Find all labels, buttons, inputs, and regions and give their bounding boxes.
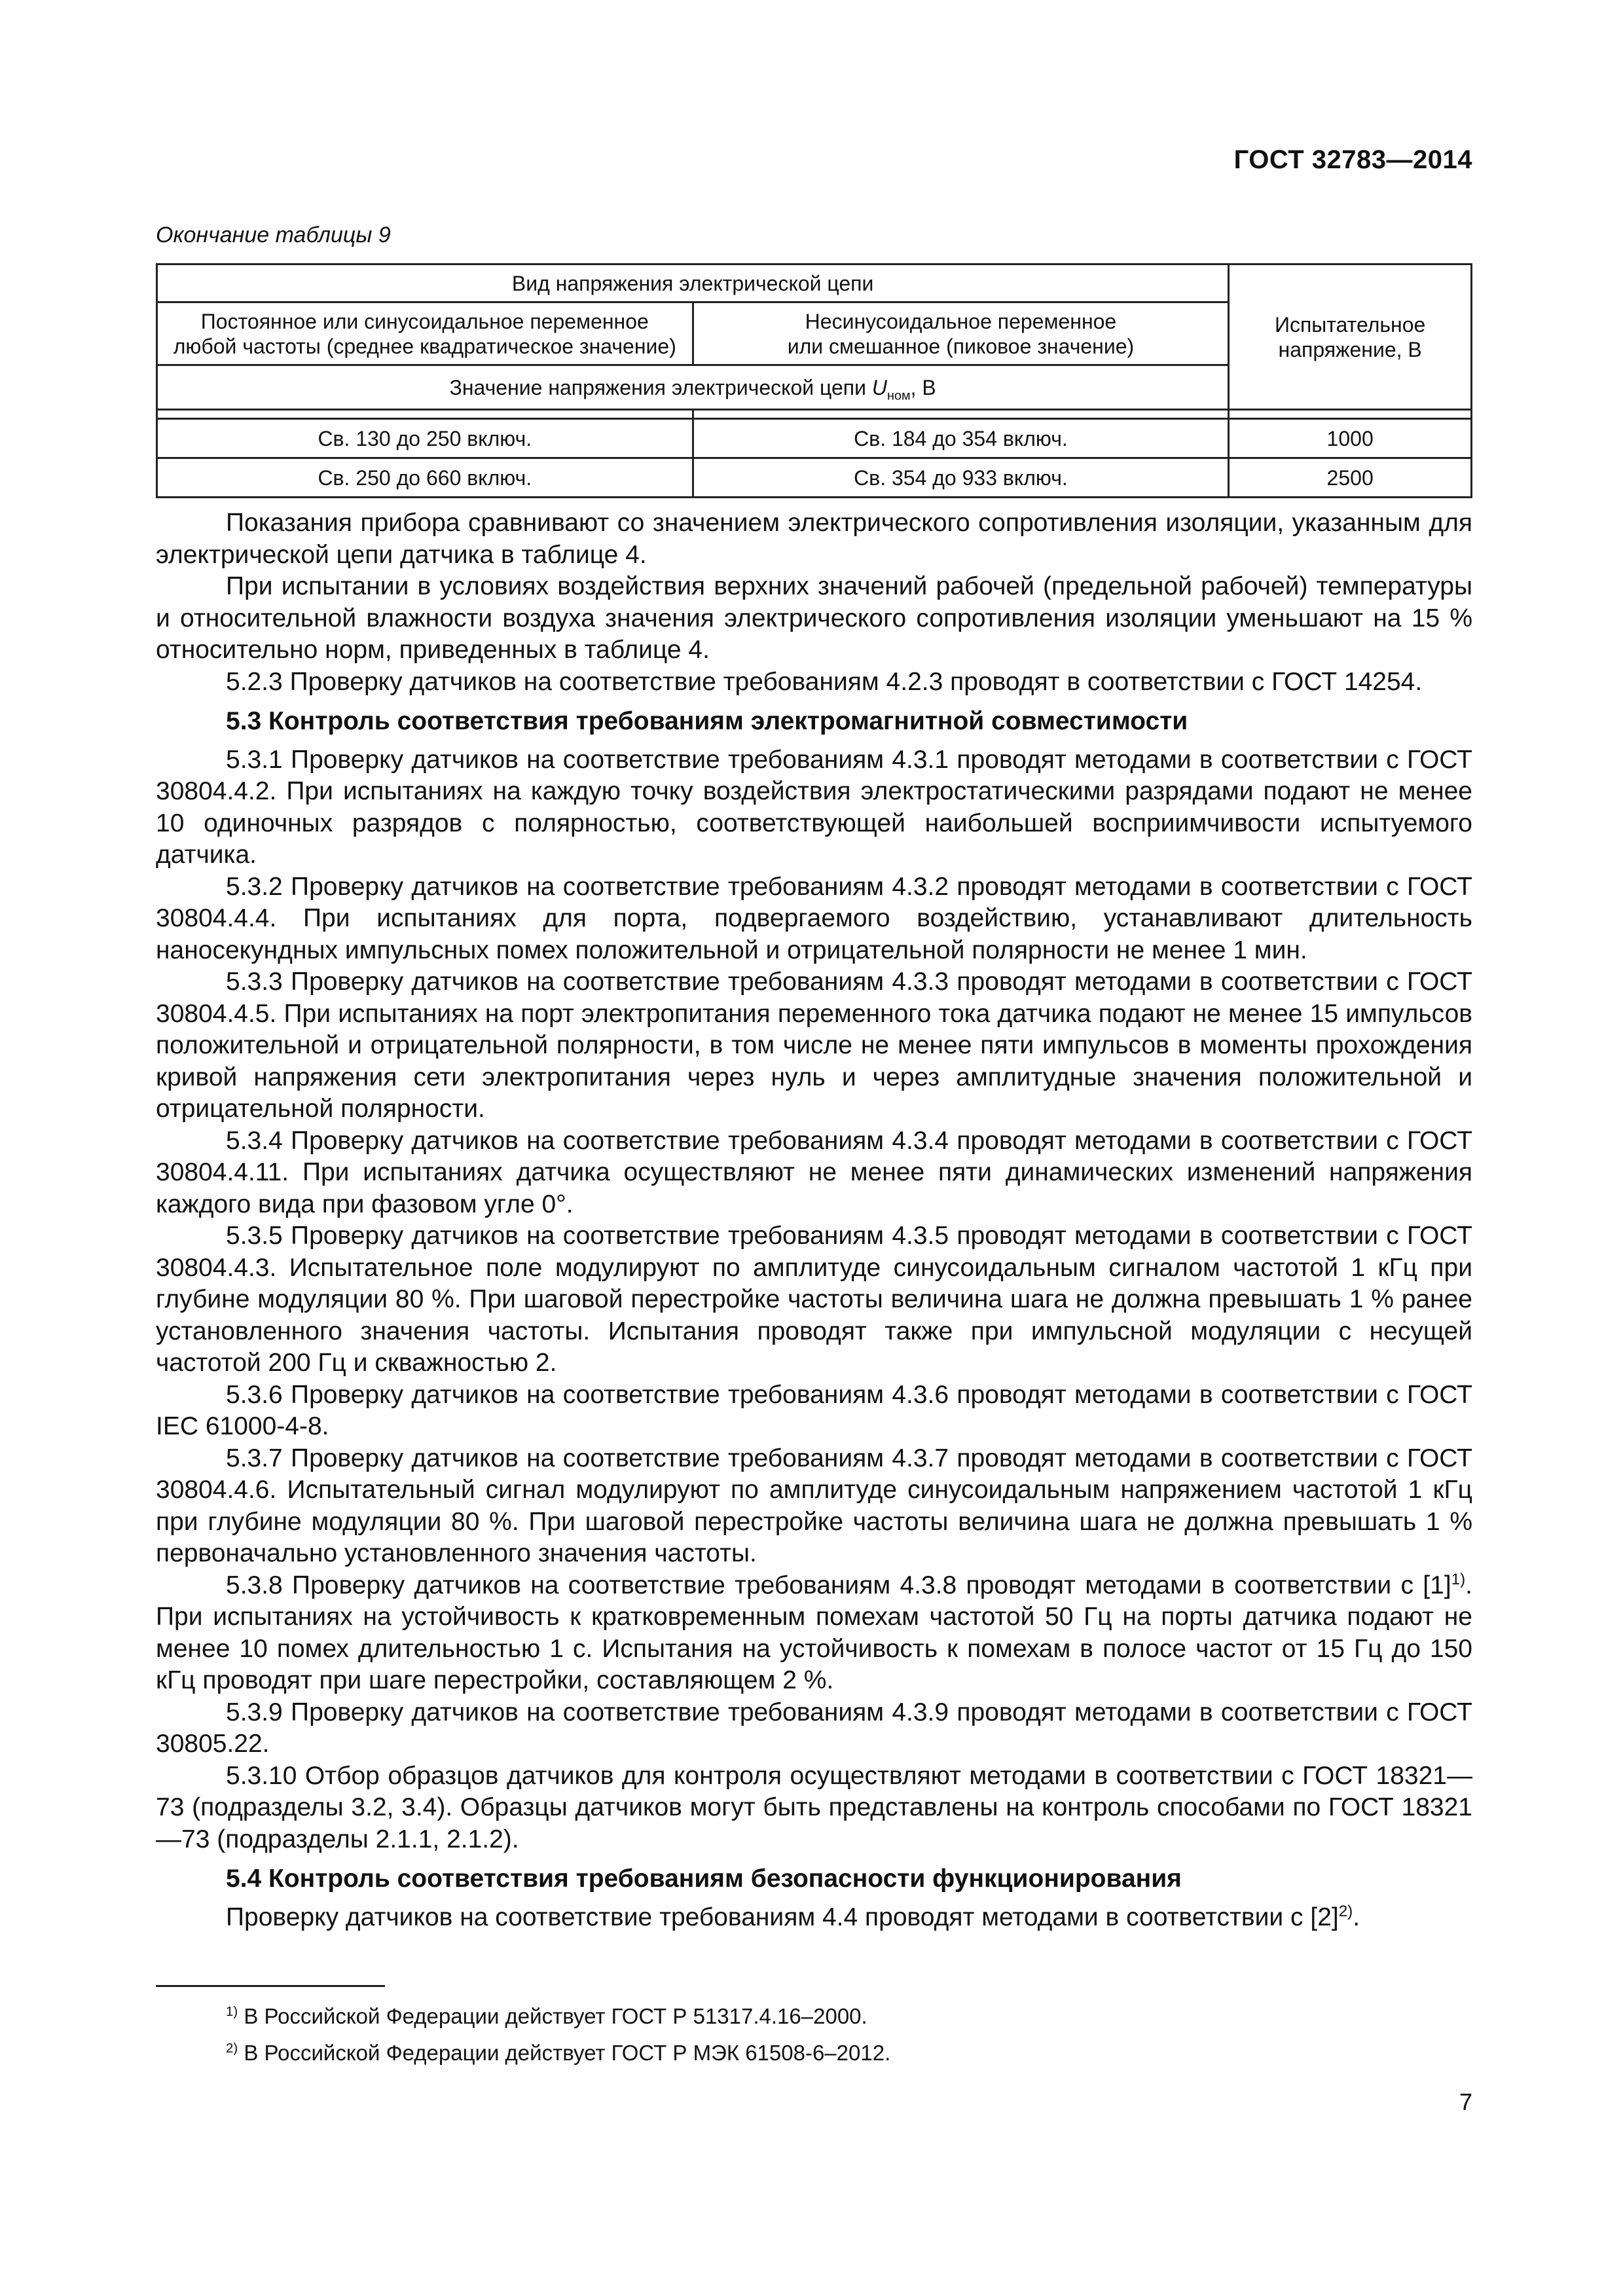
- standard-designation: ГОСТ 32783—2014: [1233, 145, 1472, 174]
- table-caption: Окончание таблицы 9: [156, 223, 391, 247]
- footnote-ref-2[interactable]: 2): [1338, 1902, 1353, 1920]
- footnote-2: $^{2)}$ В Российской Федерации действует ГОСТ Р МЭК 61508-6–2012.: [226, 2041, 891, 2065]
- paragraph-5-3-7: 5.3.7 Проверку датчиков на соответствие требованиям 4.3.7 проводят методами в соответствии с ГОСТ 30804.4.6. Испытательный сигнал модулируют по амплитуде синусоидальным напряжением частотой 1 кГц при глубине модуляции 80 %. При шаговой перестройке частоты величина шага не должна превышать 1 % первоначально установленного значения частоты.: [156, 1444, 1472, 1567]
- section-heading-5-3: 5.3 Контроль соответствия требованиям электромагнитной совместимости: [226, 707, 1188, 735]
- paragraph-5-3-4: 5.3.4 Проверку датчиков на соответствие требованиям 4.3.4 проводят методами в соответствии с ГОСТ 30804.4.11. При испытаниях датчика осуществляют не менее пяти динамических изменений напряжения каждого вида при фазовом угле 0°.: [156, 1126, 1472, 1218]
- table-cell: Св. 130 до 250 включ.: [157, 419, 693, 458]
- paragraph-5-3-9: 5.3.9 Проверку датчиков на соответствие требованиям 4.3.9 проводят методами в соответствии с ГОСТ 30805.22.: [156, 1698, 1472, 1758]
- paragraph-5-3-2: 5.3.2 Проверку датчиков на соответствие требованиям 4.3.2 проводят методами в соответствии с ГОСТ 30804.4.4. При испытаниях для порта, подвергаемого воздействию, устанавливают длительность наносекундных импульсных помех положительной и отрицательной полярности не менее 1 мин.: [156, 872, 1472, 964]
- paragraph-5-3-1: 5.3.1 Проверку датчиков на соответствие требованиям 4.3.1 проводят методами в соответствии с ГОСТ 30804.4.2. При испытаниях на каждую точку воздействия электростатическими разрядами подают не менее 10 одиночных разрядов с полярностью, соответствующей наибольшей восприимчивости испытуемого датчика.: [156, 745, 1472, 869]
- page-number: 7: [1459, 2088, 1472, 2115]
- footnote-ref-1[interactable]: 1): [1451, 1570, 1466, 1588]
- paragraph-5-3-3: 5.3.3 Проверку датчиков на соответствие требованиям 4.3.3 проводят методами в соответствии с ГОСТ 30804.4.5. При испытаниях на порт электропитания переменного тока датчика подают не менее 15 импульсов положительной и отрицательной полярности, в том числе не менее пяти импульсов в моменты прохождения кривой напряжения сети электропитания через нуль и через амплитудные значения положительной и отрицательной полярности.: [156, 968, 1472, 1123]
- table-header-voltage-type: Вид напряжения электрической цепи: [157, 264, 1229, 302]
- table-cell: 2500: [1229, 458, 1472, 498]
- footnotes: [226, 1998, 890, 2071]
- paragraph-5-3-8: 5.3.8 Проверку датчиков на соответствие требованиям 4.3.8 проводят методами в соответствии с $[1]^{1)}$. При испытаниях на устойчивость к кратковременным помехам частотой 50 Гц на порты датчика подают не менее 10 помех длительностью 1 с. Испытания на устойчивость к помехам в полосе частот от 15 Гц до 150 кГц проводят при шаге перестройки, составляющем 2 %.: [156, 1570, 1472, 1694]
- table-row: [157, 458, 1472, 498]
- paragraph-5-3-10: 5.3.10 Отбор образцов датчиков для контроля осуществляют методами в соответствии с ГОСТ 18321—73 (подразделы 3.2, 3.4). Образцы датчиков могут быть представлены на контроль способами по ГОСТ 18321—73 (подразделы 2.1.1, 2.1.2).: [156, 1761, 1472, 1853]
- footnote-divider: [156, 1985, 385, 1987]
- table-header-sinusoidal: Постоянное или синусоидальное переменное любой частоты (среднее квадратическое значение): [157, 302, 693, 365]
- table-header-circuit-voltage: Значение напряжения электрической цепи $U_{ном}$, В: [157, 365, 1229, 410]
- footnote-1: $^{1)}$ В Российской Федерации действует ГОСТ Р 51317.4.16–2000.: [226, 2004, 867, 2028]
- table-cell: Св. 184 до 354 включ.: [693, 419, 1229, 458]
- table-header-nonsinusoidal: Несинусоидальное переменное или смешанное (пиковое значение): [693, 302, 1229, 365]
- section-heading-5-4: 5.4 Контроль соответствия требованиям безопасности функционирования: [226, 1865, 1182, 1893]
- paragraph-5-2-3: 5.2.3 Проверку датчиков на соответствие требованиям 4.2.3 проводят в соответствии с ГОСТ 14254.: [226, 667, 1423, 696]
- paragraph-5-3-5: 5.3.5 Проверку датчиков на соответствие требованиям 4.3.5 проводят методами в соответствии с ГОСТ 30804.4.3. Испытательное поле модулируют по амплитуде синусоидальным сигналом частотой 1 кГц при глубине модуляции 80 %. При шаговой перестройке частоты величина шага не должна превышать 1 % ранее установленного значения частоты. Испытания проводят также при импульсной модуляции с несущей частотой 200 Гц и скважностью 2.: [156, 1222, 1472, 1377]
- table-cell: Св. 354 до 933 включ.: [693, 458, 1229, 498]
- table-row: [157, 419, 1472, 458]
- body-text: [156, 507, 1472, 1933]
- table-cell: 1000: [1229, 419, 1472, 458]
- table-cell: Св. 250 до 660 включ.: [157, 458, 693, 498]
- paragraph-5-4: Проверку датчиков на соответствие требованиям 4.4 проводят методами в соответствии с $[2]^{2)}$.: [226, 1902, 1360, 1931]
- paragraph: При испытании в условиях воздействия верхних значений рабочей (предельной рабочей) температуры и относительной влажности воздуха значения электрического сопротивления изоляции уменьшают на 15 % относительно норм, приведенных в таблице 4.: [156, 572, 1472, 664]
- paragraph-5-3-6: 5.3.6 Проверку датчиков на соответствие требованиям 4.3.6 проводят методами в соответствии с ГОСТ IEC 61000-4-8.: [156, 1380, 1472, 1440]
- voltage-table: [156, 263, 1472, 498]
- paragraph: Показания прибора сравнивают со значением электрического сопротивления изоляции, указанным для электрической цепи датчика в таблице 4.: [156, 509, 1472, 569]
- table-header-test-voltage: Испытательное напряжение, В: [1229, 264, 1472, 410]
